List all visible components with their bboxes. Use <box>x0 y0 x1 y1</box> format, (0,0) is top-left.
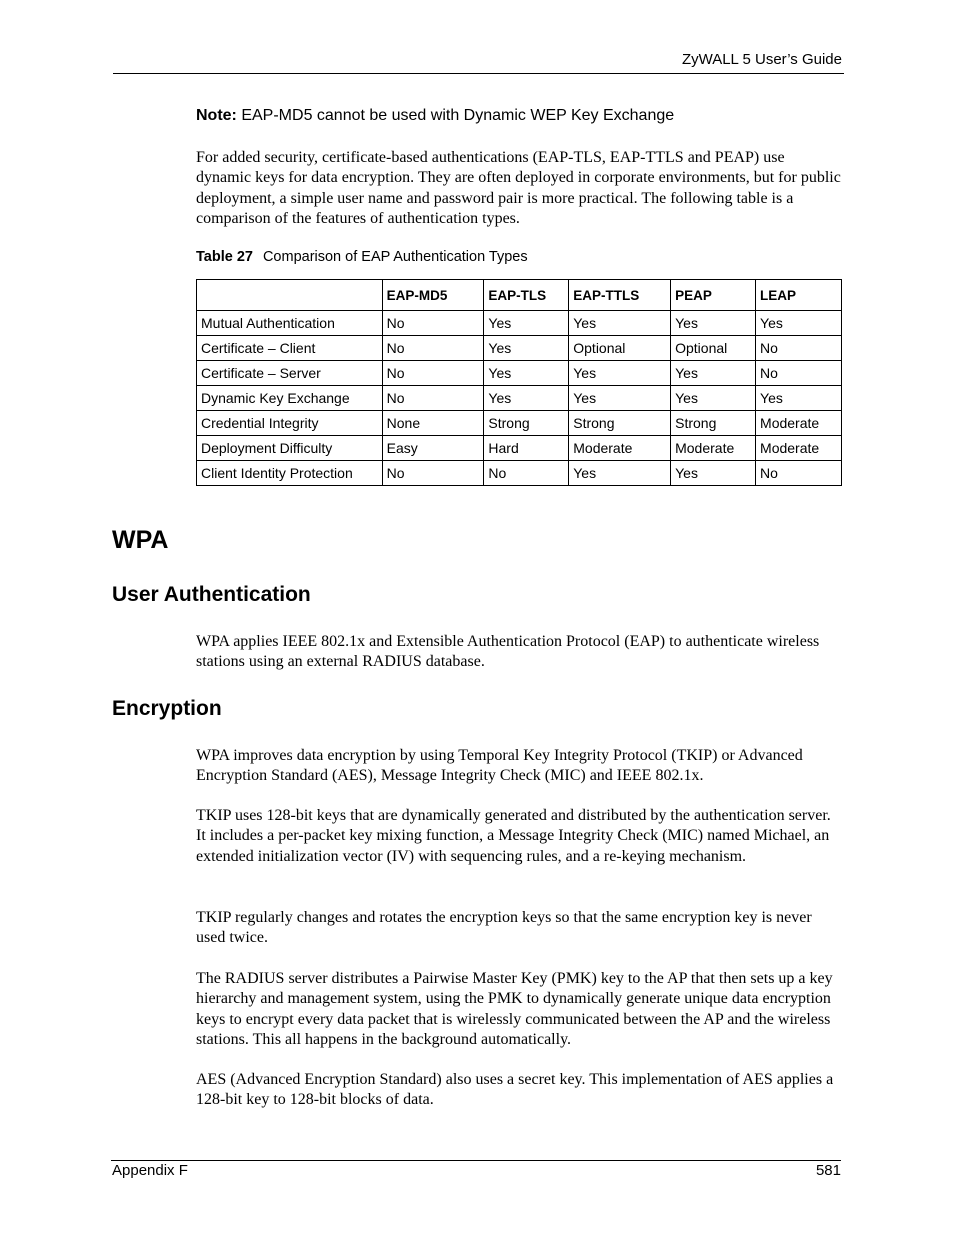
encryption-paragraph: WPA improves data encryption by using Temporal Key Integrity Protocol (TKIP) or Advanced Encryption Standard (AES), Message Integrity Check (MIC) and IEEE 802.1x. <box>196 747 803 785</box>
table-row <box>197 336 842 361</box>
table-cell: Easy <box>382 436 484 461</box>
table-cell: Certificate – Client <box>197 336 383 361</box>
table-caption-label: Table 27 <box>196 249 253 265</box>
table-cell: Strong <box>671 411 756 436</box>
footer-rule <box>111 1160 841 1161</box>
column-header: EAP-MD5 <box>382 280 484 311</box>
table-cell: No <box>484 461 569 486</box>
table-cell: Moderate <box>756 411 842 436</box>
table-caption <box>196 249 528 265</box>
running-header-title: ZyWALL 5 User’s Guide <box>681 51 842 68</box>
encryption-heading: Encryption <box>112 697 222 720</box>
table-cell: No <box>382 311 484 336</box>
note-label: Note: <box>196 107 237 124</box>
table-cell: No <box>756 461 842 486</box>
column-header: EAP-TTLS <box>569 280 671 311</box>
table-cell: Yes <box>569 361 671 386</box>
table-row <box>197 386 842 411</box>
table-cell: Yes <box>671 361 756 386</box>
table-cell: Credential Integrity <box>197 411 383 436</box>
table-cell: No <box>382 461 484 486</box>
table-caption-text: Comparison of EAP Authentication Types <box>262 249 528 265</box>
table-cell: No <box>756 361 842 386</box>
table-cell: Strong <box>569 411 671 436</box>
table-cell: Moderate <box>756 436 842 461</box>
eap-comparison-table <box>196 279 842 486</box>
table-cell: No <box>756 336 842 361</box>
table-cell: No <box>382 386 484 411</box>
table-cell: Deployment Difficulty <box>197 436 383 461</box>
encryption-paragraph: TKIP regularly changes and rotates the encryption keys so that the same encryption key is never used twice. <box>196 909 812 947</box>
table-row <box>197 411 842 436</box>
table-header-row <box>197 280 842 311</box>
table-cell: No <box>382 361 484 386</box>
table-cell: Strong <box>484 411 569 436</box>
table-cell: Optional <box>569 336 671 361</box>
table-cell: Yes <box>484 386 569 411</box>
table-cell: Yes <box>756 311 842 336</box>
header-rule <box>113 73 844 74</box>
table-cell: Yes <box>671 386 756 411</box>
table-cell: Yes <box>569 311 671 336</box>
table-cell: Mutual Authentication <box>197 311 383 336</box>
wpa-heading: WPA <box>112 526 169 554</box>
page-number: 581 <box>815 1162 841 1179</box>
table-cell: Yes <box>671 461 756 486</box>
table-cell: None <box>382 411 484 436</box>
footer-section: Appendix F <box>112 1162 188 1179</box>
column-header: PEAP <box>671 280 756 311</box>
table-cell: Moderate <box>671 436 756 461</box>
table-cell: Yes <box>484 336 569 361</box>
table-cell: Yes <box>569 386 671 411</box>
table-cell: Yes <box>484 361 569 386</box>
note <box>196 107 674 125</box>
encryption-paragraph: The RADIUS server distributes a Pairwise Master Key (PMK) key to the AP that then sets up a key hierarchy and management system, using the PMK to dynamically generate unique data encryption keys to encrypt every data packet that is wirelessly communicated between the AP and the wireless stations. This all happens in the background automatically. <box>196 970 833 1048</box>
table-cell: Hard <box>484 436 569 461</box>
note-text: EAP-MD5 cannot be used with Dynamic WEP Key Exchange <box>236 107 675 124</box>
column-header: LEAP <box>756 280 842 311</box>
intro-paragraph: For added security, certificate-based authentications (EAP-TLS, EAP-TTLS and PEAP) use dynamic keys for data encryption. They are often deployed in corporate environments, but for public deployment, a simple user name and password pair is more practical. The following table is a comparison of the features of authentication types. <box>196 149 841 227</box>
user-authentication-heading: User Authentication <box>112 583 311 606</box>
table-cell: Yes <box>671 311 756 336</box>
user-authentication-paragraph: WPA applies IEEE 802.1x and Extensible Authentication Protocol (EAP) to authenticate wireless stations using an external RADIUS database. <box>196 633 820 671</box>
table-cell: Dynamic Key Exchange <box>197 386 383 411</box>
table-cell: Certificate – Server <box>197 361 383 386</box>
encryption-paragraph: TKIP uses 128-bit keys that are dynamically generated and distributed by the authentication server. It includes a per-packet key mixing function, a Message Integrity Check (MIC) named Michael, an extended initialization vector (IV) with sequencing rules, and a re-keying mechanism. <box>196 807 831 865</box>
table-row <box>197 436 842 461</box>
table-cell: No <box>382 336 484 361</box>
column-header <box>197 280 383 311</box>
column-header: EAP-TLS <box>484 280 569 311</box>
table-cell: Yes <box>756 386 842 411</box>
table-row <box>197 461 842 486</box>
table-cell: Optional <box>671 336 756 361</box>
table-cell: Moderate <box>569 436 671 461</box>
encryption-paragraph: AES (Advanced Encryption Standard) also uses a secret key. This implementation of AES applies a 128-bit key to 128-bit blocks of data. <box>196 1071 834 1109</box>
table-cell: Client Identity Protection <box>197 461 383 486</box>
table-row <box>197 361 842 386</box>
table-cell: Yes <box>484 311 569 336</box>
table-row <box>197 311 842 336</box>
table-cell: Yes <box>569 461 671 486</box>
